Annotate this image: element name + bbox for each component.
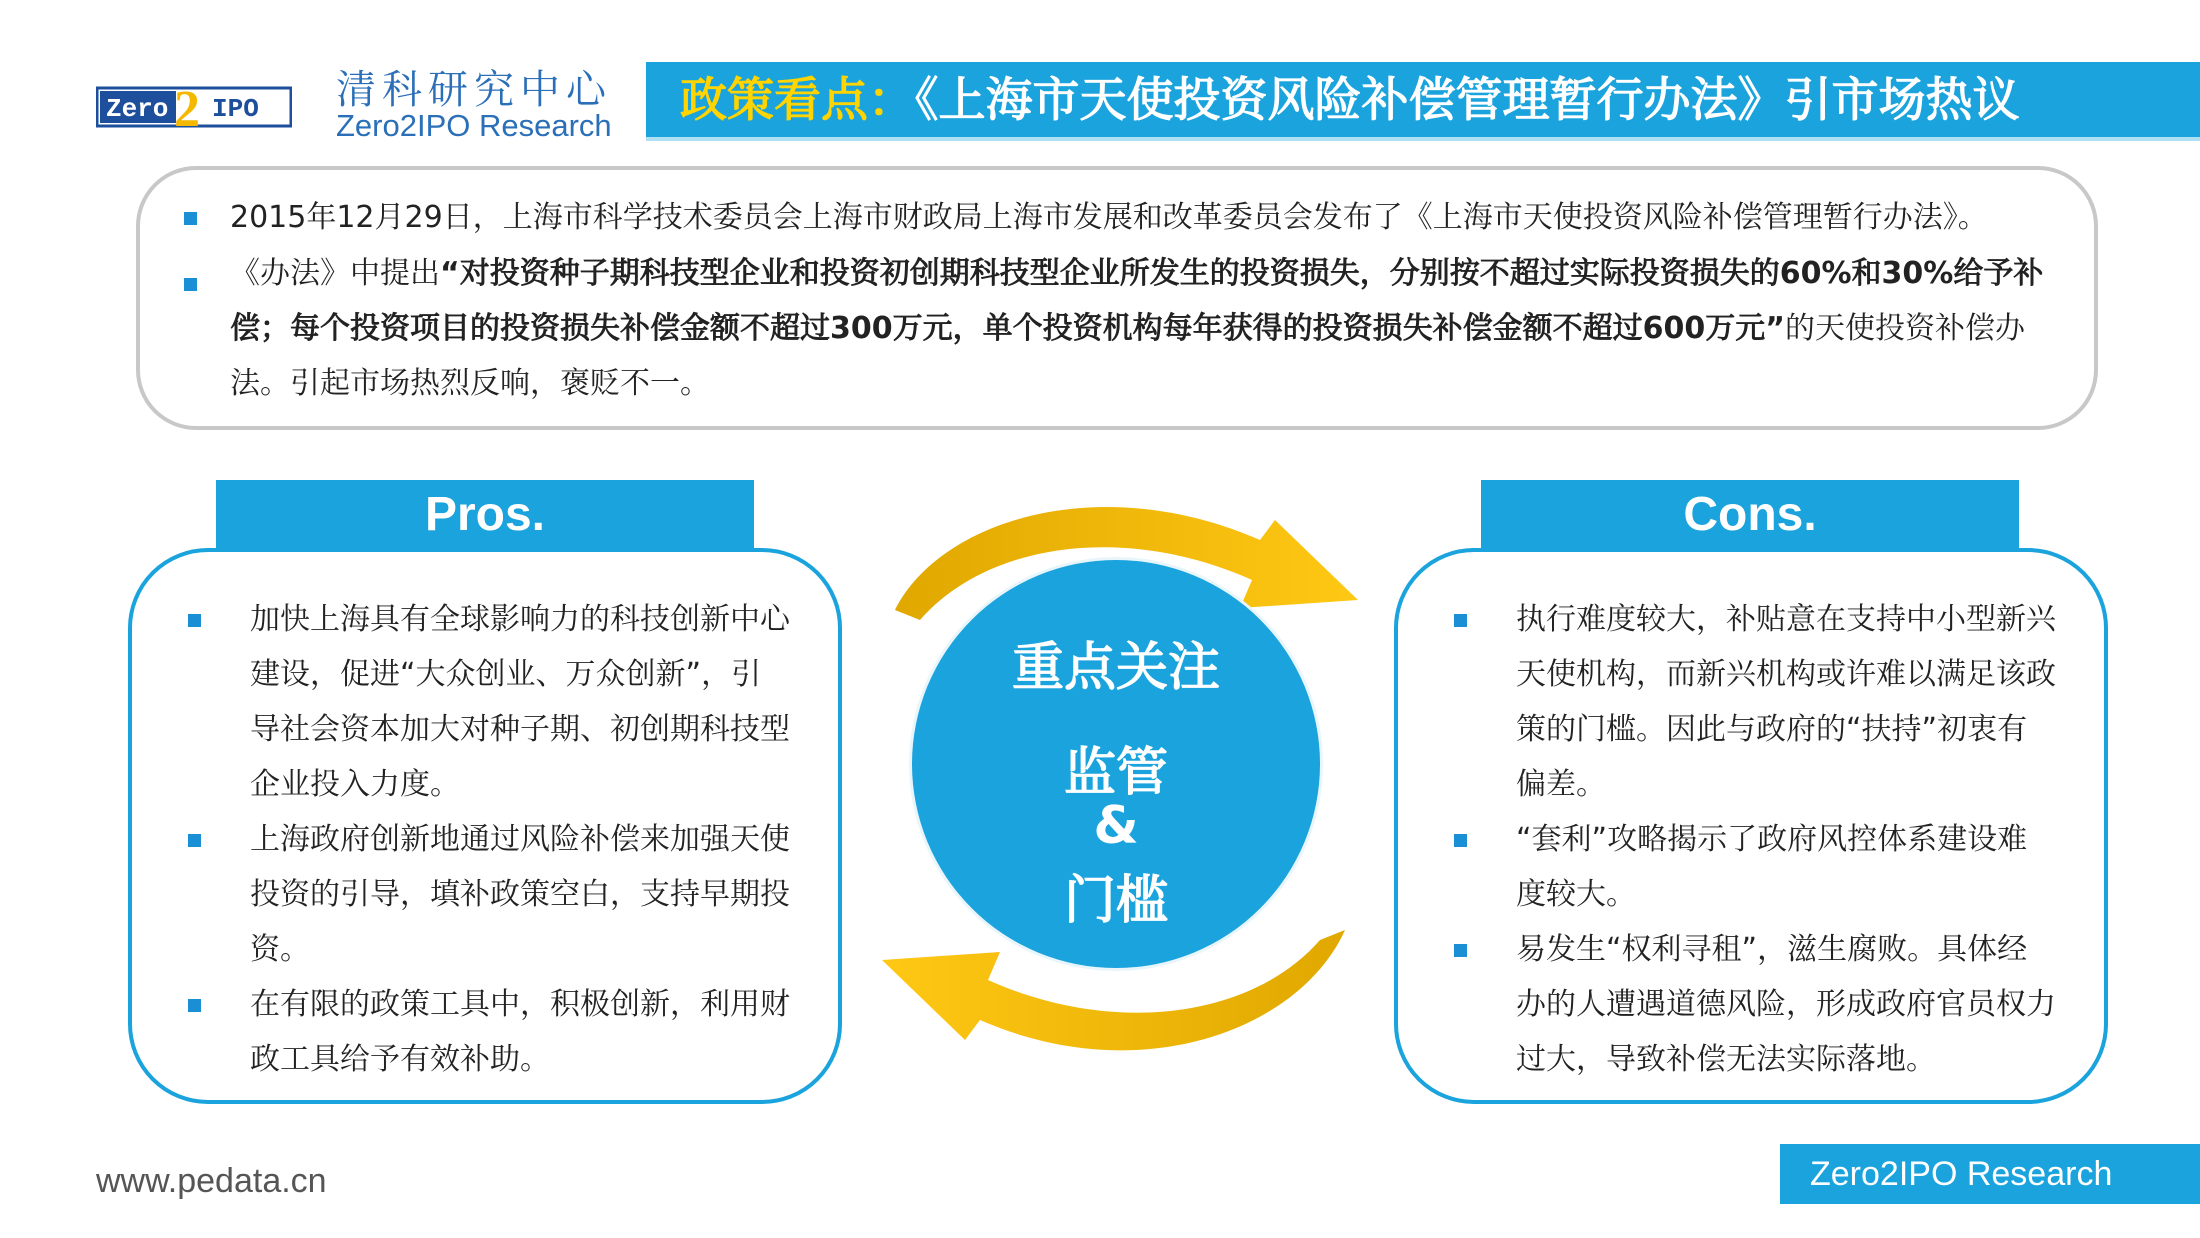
- pros-panel: [128, 548, 842, 1104]
- summary-item-2-post: 的天使投资补偿办法。引起市场热烈反响，褒贬不一。: [230, 311, 2025, 401]
- zero2ipo-logo: [96, 80, 292, 134]
- cons-item-1: 执行难度较大，补贴意在支持中小型新兴天使机构，而新兴机构或许难以满足该政策的门槛。因此与政府的“扶持”初衷有偏差。: [1516, 602, 2056, 802]
- pros-item-1: 加快上海具有全球影响力的科技创新中心建设，促进“大众创业、万众创新”，引导社会资本加大对种子期、初创期科技型企业投入力度。: [250, 602, 790, 802]
- bullet-icon: [188, 614, 201, 627]
- summary-item-1: 2015年12月29日，上海市科学技术委员会上海市财政局上海市发展和改革委员会发布了《上海市天使投资风险补偿管理暂行办法》。: [230, 200, 1988, 235]
- pros-header: Pros.: [216, 480, 754, 550]
- summary-item-2-pre: 《办法》中提出: [230, 256, 440, 291]
- bullet-icon: [184, 212, 197, 225]
- cons-item-2: “套利”攻略揭示了政府风控体系建设难度较大。: [1516, 822, 2028, 912]
- pros-item-2: 上海政府创新地通过风险补偿来加强天使投资的引导，填补政策空白，支持早期投资。: [250, 822, 790, 967]
- brand-name-en: Zero2IPO Research: [336, 108, 612, 143]
- summary-item-2-bold: “对投资种子期科技型企业和投资初创期科技型企业所发生的投资损失，分别按不超过实际投资损失的60%和30%给予补偿；每个投资项目的投资损失补偿金额不超过300万元，单个投资机构每年获得的投资损失补偿金额不超过600万元”: [230, 256, 2044, 346]
- logo-text-left: Zero: [106, 94, 169, 124]
- bullet-icon: [1454, 944, 1467, 957]
- bullet-icon: [188, 834, 201, 847]
- pros-item-3: 在有限的政策工具中，积极创新，利用财政工具给予有效补助。: [250, 987, 790, 1077]
- title-bar-underline: [646, 137, 2200, 141]
- cons-panel: [1394, 548, 2108, 1104]
- summary-item-2: [230, 246, 2070, 411]
- title-main: 《上海市天使投资风险补偿管理暂行办法》引市场热议: [915, 73, 2020, 128]
- page-title: [680, 66, 2020, 136]
- bullet-icon: [184, 278, 197, 291]
- focus-label: 重点关注: [1011, 638, 1220, 698]
- summary-box: [136, 166, 2098, 430]
- cons-header: Cons.: [1481, 480, 2019, 550]
- cons-item-3: 易发生“权利寻租”，滋生腐败。具体经办的人遭遇道德风险，形成政府官员权力过大，导致补偿无法实际落地。: [1516, 932, 2056, 1077]
- logo-text-right: IPO: [212, 94, 259, 124]
- bullet-icon: [1454, 834, 1467, 847]
- focus-keyword-1: 监管: [1063, 743, 1168, 803]
- focus-ampersand: &: [1093, 796, 1139, 856]
- brand-name-cn: 清科研究中心: [336, 67, 612, 113]
- logo-graphic: [96, 80, 292, 134]
- title-prefix: 政策看点：: [680, 73, 915, 128]
- bullet-icon: [1454, 614, 1467, 627]
- focus-keyword-2: 门槛: [1063, 871, 1168, 931]
- logo-text-mid: 2: [174, 81, 200, 134]
- focus-circle: [912, 560, 1320, 968]
- footer-brand: Zero2IPO Research: [1780, 1144, 2200, 1204]
- footer-url: www.pedata.cn: [96, 1162, 327, 1200]
- bullet-icon: [188, 999, 201, 1012]
